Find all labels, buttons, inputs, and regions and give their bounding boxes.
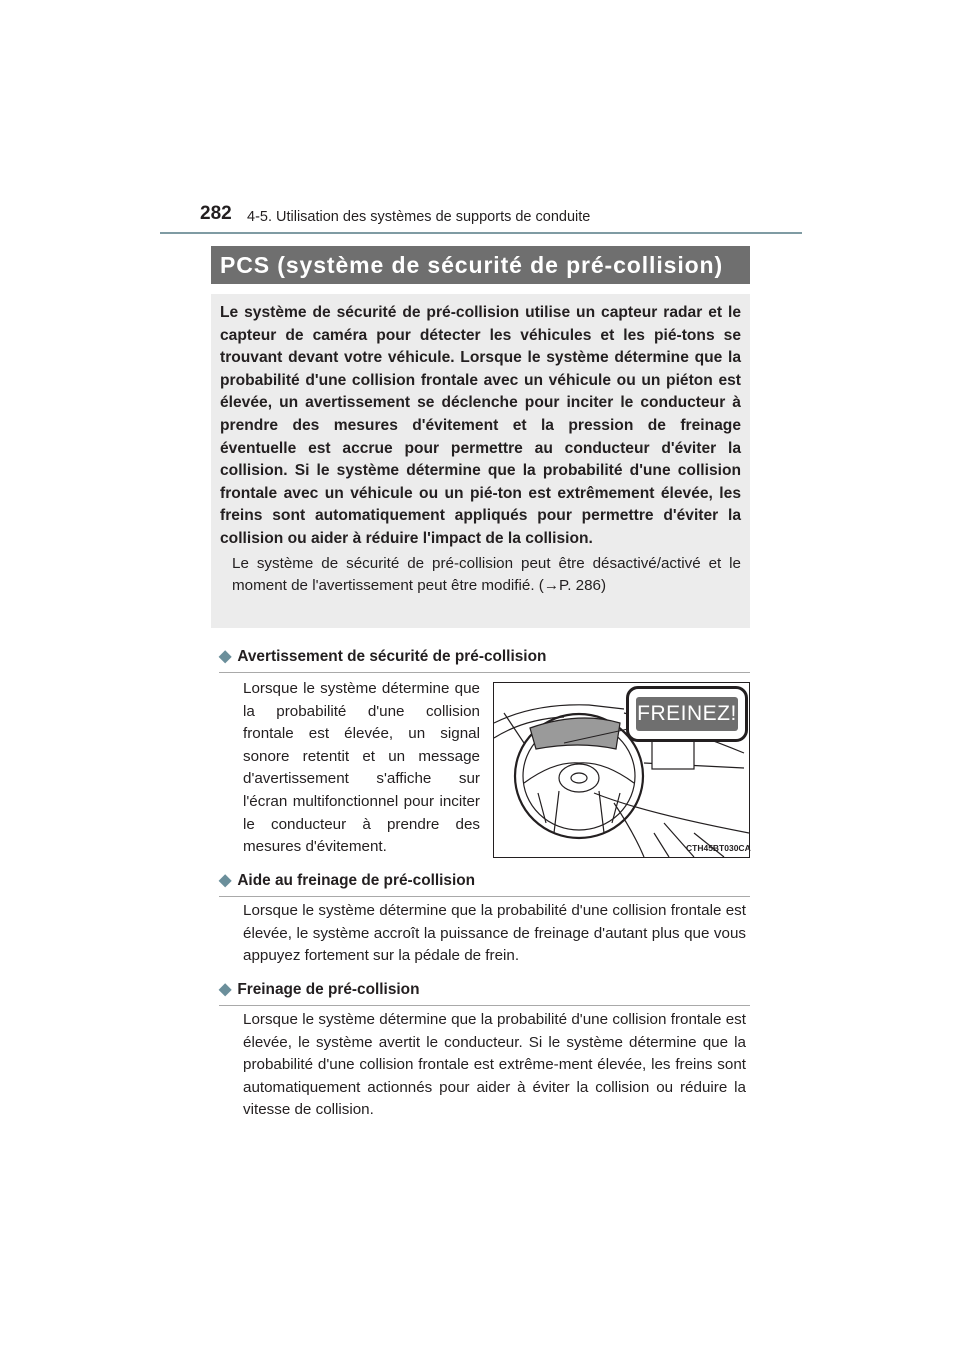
intro-note: Le système de sécurité de pré-collision peut être désactivé/activé et le moment de l'avertissement peut être modifié. (→P. 286)	[232, 554, 741, 595]
diamond-icon: ◆	[219, 872, 232, 889]
brake-warning-text: FREINEZ!	[636, 697, 738, 731]
diamond-icon: ◆	[219, 981, 232, 998]
page-number: 282	[200, 203, 232, 224]
section-body-braking: Lorsque le système détermine que la probabilité d'une collision frontale est élevée, le système avertit le conducteur. Si le système détermine que la probabilité d'une collision frontale est extrême-ment élevée, les freins sont automatiquement actionnés pour aider à éviter la collision ou réduire la vitesse de collision.	[243, 1011, 746, 1119]
brake-warning-callout	[626, 686, 748, 742]
section-body-warning: Lorsque le système détermine que la probabilité d'une collision frontale est élevée, un signal sonore retentit et un message d'avertissement s'affiche sur l'écran multifonctionnel pour inciter le conducteur à prendre des mesures d'évitement.	[243, 680, 480, 856]
intro-box	[211, 294, 750, 628]
intro-summary: Le système de sécurité de pré-collision utilise un capteur radar et le capteur de caméra pour détecter les véhicules et les pié-tons se trouvant devant votre véhicule. Lorsque le système détermine que la probabilité d'une collision frontale avec un véhicule ou un piéton est élevée, un avertissement se déclenche pour inciter le conducteur à prendre des mesures d'évitement et la pression de freinage éventuelle est accrue pour permettre au conducteur d'éviter la collision. Si le système détermine que la probabilité d'une collision frontale avec un véhicule ou un pié-ton est extrêmement élevée, les freins sont automatiquement appliqués pour permettre d'éviter la collision ou aider à réduire l'impact de la collision.	[220, 304, 741, 547]
section-heading-braking: ◆ Freinage de pré-collision	[219, 979, 750, 1006]
illustration-code: CTH45BT030CA	[686, 843, 751, 853]
section-heading-warning: ◆ Avertissement de sécurité de pré-collision	[219, 646, 750, 673]
diamond-icon: ◆	[219, 648, 232, 665]
running-header: 4-5. Utilisation des systèmes de supports de conduite	[247, 209, 591, 225]
section-body-brake-assist: Lorsque le système détermine que la probabilité d'une collision frontale est élevée, le système accroît la puissance de freinage d'autant plus que vous appuyez fortement sur la pédale de frein.	[243, 902, 746, 965]
page-title: PCS (système de sécurité de pré-collision)	[211, 246, 750, 284]
header-rule	[160, 232, 802, 234]
section-heading-brake-assist: ◆ Aide au freinage de pré-collision	[219, 870, 750, 897]
